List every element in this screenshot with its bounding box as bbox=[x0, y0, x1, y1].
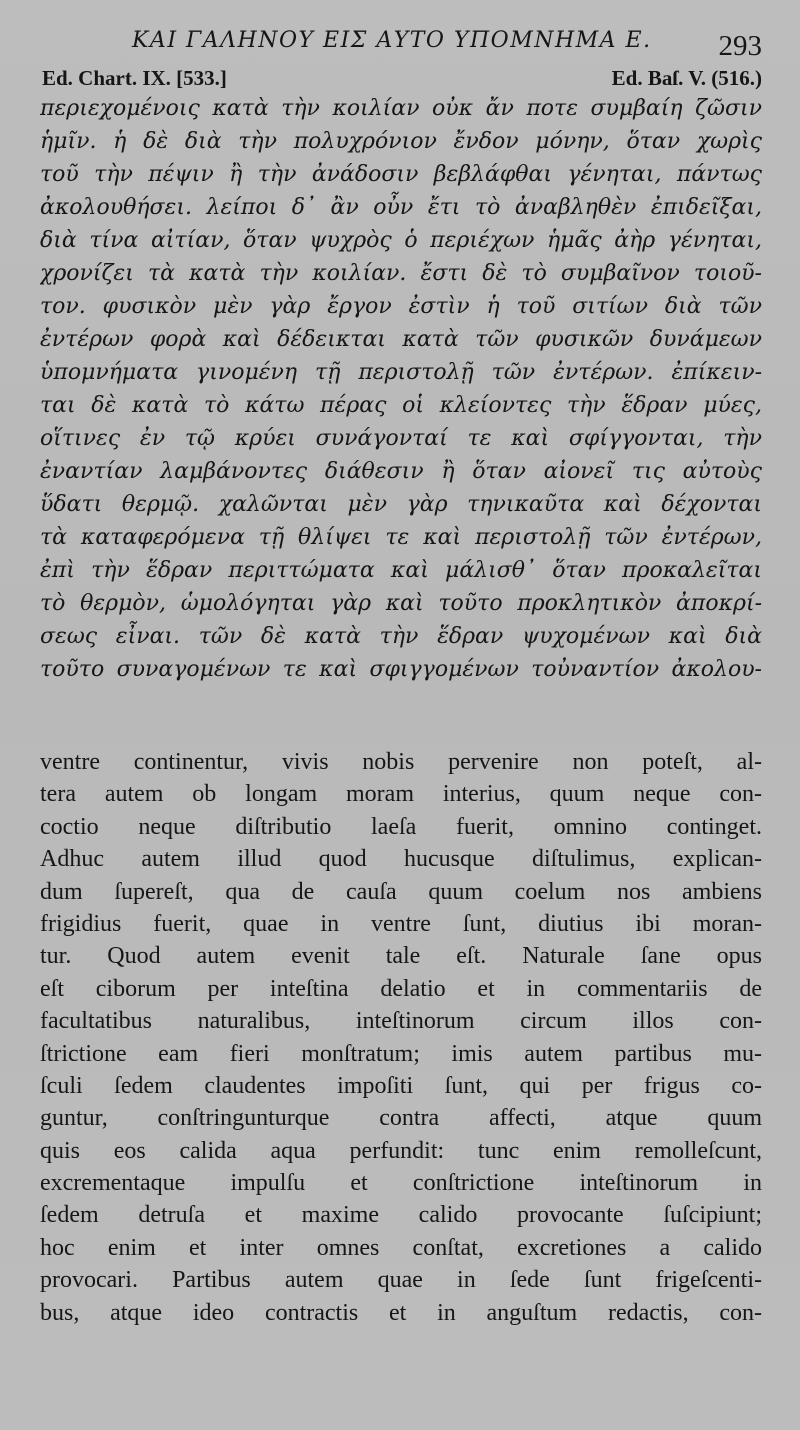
latin-text-line: facultatibus naturalibus, inteſtinorum circum illos con- bbox=[40, 1008, 762, 1035]
latin-text-line: excrementaque impulſu et conſtrictione inteſtinorum in bbox=[40, 1170, 762, 1197]
greek-text-line: τὸ θερμὸν, ὡμολόγηται γὰρ καὶ τοῦτο προκλητικὸν ἀποκρί- bbox=[40, 591, 762, 616]
greek-text-line: ἡμῖν. ἡ δὲ διὰ τὴν πολυχρόνιον ἔνδον μόνην, ὅταν χωρὶς bbox=[40, 129, 762, 154]
running-head bbox=[40, 0, 762, 60]
latin-text-line: Adhuc autem illud quod hucusque diſtulimus, explican- bbox=[40, 846, 762, 873]
greek-text-line: οἵτινες ἐν τῷ κρύει συνάγονταί τε καὶ σφίγγονται, τὴν bbox=[40, 426, 762, 451]
greek-text-block bbox=[40, 92, 762, 686]
greek-text-line: τοῦ τὴν πέψιν ἢ τὴν ἀνάδοσιν βεβλάφθαι γένηται, πάντως bbox=[40, 162, 762, 187]
latin-text-line: bus, atque ideo contractis et in anguſtum redactis, con- bbox=[40, 1299, 762, 1326]
greek-text-line: διὰ τίνα αἰτίαν, ὅταν ψυχρὸς ὁ περιέχων ἡμᾶς ἀὴρ γένηται, bbox=[40, 228, 762, 253]
latin-text-line: hoc enim et inter omnes conſtat, excretiones a calido bbox=[40, 1234, 762, 1261]
greek-text-line: τον. φυσικὸν μὲν γὰρ ἔργον ἐστὶν ἡ τοῦ σιτίων διὰ τῶν bbox=[40, 294, 762, 319]
latin-text-line: ſtrictione eam fieri monſtratum; imis autem partibus mu- bbox=[40, 1040, 762, 1067]
latin-text-line: eſt ciborum per inteſtina delatio et in commentariis de bbox=[40, 975, 762, 1002]
latin-text-line: provocari. Partibus autem quae in ſede ſunt frigeſcenti- bbox=[40, 1267, 762, 1294]
greek-text-line: ται δὲ κατὰ τὸ κάτω πέρας οἱ κλείοντες τὴν ἕδραν μύες, bbox=[40, 393, 762, 418]
greek-text-line: ἐναντίαν λαμβάνοντες διάθεσιν ἢ ὅταν αἰονεῖ τις αὐτοὺς bbox=[40, 459, 762, 484]
edition-line bbox=[40, 60, 762, 92]
latin-text-line: tur. Quod autem evenit tale eſt. Naturale ſane opus bbox=[40, 943, 762, 970]
running-title: ΚΑΙ ΓΑΛΗΝΟΥ ΕΙΣ ΑΥΤΟ ΥΠΟΜΝΗΜΑ Ε. bbox=[132, 28, 652, 53]
greek-text-line: τοῦτο συναγομένων τε καὶ σφιγγομένων τοὐναντίον ἀκολου- bbox=[40, 657, 762, 682]
greek-text-line: χρονίζει τὰ κατὰ τὴν κοιλίαν. ἔστι δὲ τὸ συμβαῖνον τοιοῦ- bbox=[40, 261, 762, 286]
greek-text-line: ἐπὶ τὴν ἕδραν περιττώματα καὶ μάλισθ᾽ ὅταν προκαλεῖται bbox=[40, 558, 762, 583]
latin-text-line: ventre continentur, vivis nobis pervenire non poteſt, al- bbox=[40, 749, 762, 775]
latin-text-line: ſculi ſedem claudentes impoſiti ſunt, qui per frigus co- bbox=[40, 1072, 762, 1099]
edition-chart-reference: Ed. Chart. IX. [533.] bbox=[42, 66, 227, 90]
greek-text-line: ὕδατι θερμῷ. χαλῶνται μὲν γὰρ τηνικαῦτα καὶ δέχονται bbox=[40, 492, 762, 517]
greek-text-line: τὰ καταφερόμενα τῇ θλίψει τε καὶ περιστολῇ τῶν ἐντέρων, bbox=[40, 525, 762, 550]
latin-text-line: quis eos calida aqua perfundit: tunc enim remolleſcunt, bbox=[40, 1137, 762, 1164]
greek-text-line: ἐντέρων φορὰ καὶ δέδεικται κατὰ τῶν φυσικῶν δυνάμεων bbox=[40, 327, 762, 352]
latin-text-block bbox=[40, 746, 762, 1329]
latin-text-line: tera autem ob longam moram interius, quum neque con- bbox=[40, 781, 762, 808]
latin-text-line: dum ſupereſt, qua de cauſa quum coelum nos ambiens bbox=[40, 878, 762, 905]
greek-text-line: ὑπομνήματα γινομένη τῇ περιστολῇ τῶν ἐντέρων. ἐπίκειν- bbox=[40, 360, 762, 385]
edition-basel-reference: Ed. Baſ. V. (516.) bbox=[611, 66, 762, 90]
greek-text-line: ἀκολουθήσει. λείποι δ᾽ ἂν οὖν ἔτι τὸ ἀναβληθὲν ἐπιδεῖξαι, bbox=[40, 195, 762, 220]
latin-text-line: frigidius fuerit, quae in ventre ſunt, diutius ibi moran- bbox=[40, 910, 762, 937]
latin-text-line: ſedem detruſa et maxime calido provocante ſuſcipiunt; bbox=[40, 1202, 762, 1229]
greek-text-line: περιεχομένοις κατὰ τὴν κοιλίαν οὐκ ἄν ποτε συμβαίη ζῶσιν bbox=[40, 96, 762, 121]
latin-text-line: guntur, conſtringunturque contra affecti, atque quum bbox=[40, 1105, 762, 1132]
greek-text-line: σεως εἶναι. τῶν δὲ κατὰ τὴν ἕδραν ψυχομένων καὶ διὰ bbox=[40, 624, 762, 649]
page-number: 293 bbox=[718, 30, 762, 62]
latin-text-line: coctio neque diſtributio laeſa fuerit, omnino continget. bbox=[40, 813, 762, 840]
